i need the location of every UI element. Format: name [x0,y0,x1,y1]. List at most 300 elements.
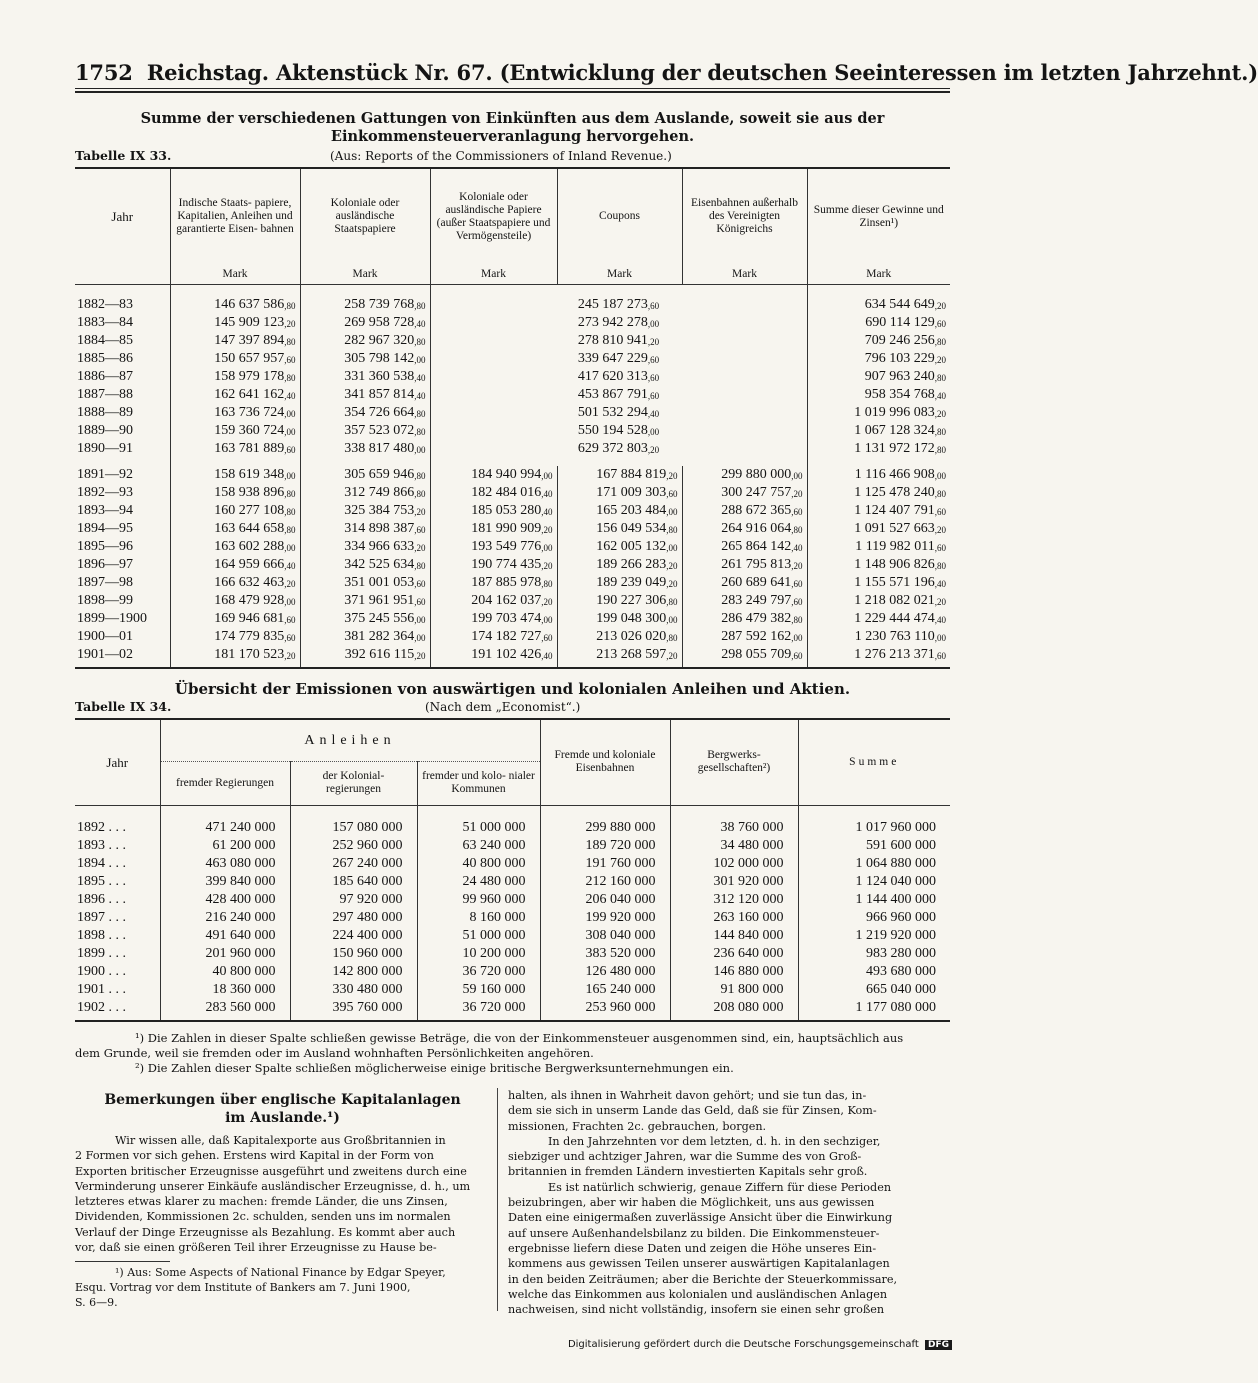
table34-title: Übersicht der Emissionen von auswärtigen und kolonialen Anleihen und Aktien. [174,680,851,698]
table33-header-c1: Indische Staats- papiere, Kapitalien, Anleihen und garantierte Eisen- bahnen [170,168,300,264]
table-cell: 1 064 880 000 [798,855,950,873]
cell-fraction: ,20 [284,579,296,589]
cell-fraction: ,80 [284,525,296,535]
table-cell [430,628,557,646]
table-cell [300,296,430,314]
table-cell [682,538,807,556]
table-cell [807,628,950,646]
table-row [75,646,950,664]
cell-value: 1 019 996 083 [854,405,935,420]
cell-fraction: ,60 [666,489,678,499]
table-cell: 1 017 960 000 [798,819,950,837]
table-row [75,422,950,440]
table-cell: 201 960 000 [160,945,290,963]
row-year: 1894—95 [77,521,133,536]
table34-header-a2: der Kolonial- regierungen [290,761,417,805]
table-row [75,538,950,556]
cell-value: 709 246 256 [864,333,935,348]
row-year: 1901 . . . [77,982,126,997]
row-year: 1900 . . . [77,964,126,979]
cell-value: 258 739 768 [344,297,415,312]
cell-value: 185 053 280 [471,503,542,518]
table-cell: 308 040 000 [540,927,670,945]
table-row [75,999,950,1017]
table-cell: 301 920 000 [670,873,798,891]
row-year: 1886—87 [77,369,133,384]
table-cell: 395 760 000 [290,999,417,1017]
cell-fraction: ,60 [647,301,660,311]
table-cell: 34 480 000 [670,837,798,855]
article-heading-line2: im Auslande.¹) [225,1110,340,1126]
table33-source: (Aus: Reports of the Commissioners of Inland Revenue.) [330,149,672,163]
cell-value: 181 990 909 [471,521,542,536]
cell-fraction: ,60 [414,579,426,589]
cell-value: 199 048 300 [596,611,667,626]
cell-fraction: ,80 [934,489,946,499]
table-cell: 144 840 000 [670,927,798,945]
table-cell: 224 400 000 [290,927,417,945]
article-heading-line1: Bemerkungen über englische Kapitalanlagen [104,1092,461,1108]
cell-value: 381 282 364 [344,629,415,644]
running-header [75,60,1258,85]
cell-fraction: ,80 [414,489,426,499]
article-line: missionen, Frachten 2c. gebrauchen, borgen. [508,1119,767,1133]
cell-value: 1 218 082 021 [854,593,935,608]
cell-value: 190 774 435 [471,557,542,572]
table-cell: 252 960 000 [290,837,417,855]
table-cell: 383 520 000 [540,945,670,963]
table33-title-line2: Einkommensteuerveranlagung hervorgehen. [330,128,695,145]
table-cell [170,466,300,484]
table-cell: 1 124 040 000 [798,873,950,891]
cell-value: 392 616 115 [344,647,415,662]
cell-value: 182 484 016 [471,485,542,500]
cell-value: 1 119 982 011 [855,539,935,554]
cell-fraction: ,00 [541,543,553,553]
table-cell [430,574,557,592]
table-cell [170,422,300,440]
table-cell: 312 120 000 [670,891,798,909]
cell-fraction: ,20 [666,471,678,481]
table-cell [807,314,950,332]
table-row [75,368,950,386]
table-cell: 966 960 000 [798,909,950,927]
cell-fraction: ,60 [414,525,426,535]
table34-header-a3: fremder und kolo- nialer Kommunen [417,761,540,805]
unit-label: Mark [557,264,682,284]
row-year: 1895 . . . [77,874,126,889]
article-line: Wir wissen alle, daß Kapitalexporte aus Großbritannien in [115,1134,446,1147]
table-cell: 208 080 000 [670,999,798,1017]
table-cell [170,646,300,664]
cell-value: 314 898 387 [344,521,415,536]
table-cell [170,350,300,368]
table-cell [300,332,430,350]
table-row [75,891,950,909]
table-cell [300,404,430,422]
table-cell [807,646,950,664]
table34-source: (Nach dem „Economist“.) [425,700,581,714]
row-year: 1899 . . . [77,946,126,961]
cell-fraction: ,20 [541,525,553,535]
cell-value: 1 276 213 371 [854,647,935,662]
table-cell [807,368,950,386]
cell-fraction: ,80 [666,525,678,535]
cell-value: 184 940 994 [471,467,542,482]
cell-value: 171 009 303 [596,485,667,500]
table-cell [300,574,430,592]
cell-fraction: ,40 [414,391,426,401]
table-cell [807,422,950,440]
cell-fraction: ,80 [284,337,296,347]
cell-value: 162 005 132 [596,539,667,554]
cell-fraction: ,40 [934,391,946,401]
table-cell [557,646,682,664]
table-cell [682,466,807,484]
table-cell [170,538,300,556]
cell-fraction: ,40 [284,391,296,401]
cell-value: 269 958 728 [344,315,415,330]
unit-label: Mark [170,264,300,284]
cell-value: 339 647 229 [577,351,648,366]
article-heading [75,1091,490,1127]
cell-fraction: ,80 [934,373,946,383]
dfg-logo: DFG [925,1340,952,1350]
article-line: in den beiden Zeiträumen; aber die Berichte der Steuerkommissare, [508,1272,898,1286]
table-cell [807,404,950,422]
cell-fraction: ,80 [414,561,426,571]
cell-fraction: ,20 [791,561,803,571]
table33-header-c3: Koloniale oder ausländische Papiere (außer Staatspapiere und Vermögensteile) [430,168,557,264]
article-left-text [75,1133,490,1255]
table-cell [807,350,950,368]
cell-fraction: ,40 [541,489,553,499]
table-cell [807,502,950,520]
table-row [75,855,950,873]
cell-value: 187 885 978 [471,575,542,590]
table-cell [170,502,300,520]
cell-fraction: ,00 [414,633,426,643]
cell-value: 338 817 480 [344,441,415,456]
article-line: Exporten britischer Erzeugnisse ausgeführt und zweitens durch eine [75,1164,467,1178]
table-cell [430,556,557,574]
table-cell [170,610,300,628]
table-cell [807,592,950,610]
cell-value: 164 959 666 [214,557,285,572]
table34-header-c4: Fremde und koloniale Eisenbahnen [540,719,670,805]
cell-fraction: ,00 [284,409,296,419]
cell-fraction: ,40 [414,373,426,383]
cell-value: 305 659 946 [344,467,415,482]
cell-value: 278 810 941 [577,333,648,348]
table-cell [300,484,430,502]
cell-fraction: ,60 [934,651,946,661]
table-row [75,873,950,891]
cell-value: 204 162 037 [471,593,542,608]
cell-value: 169 946 681 [214,611,285,626]
cell-value: 167 884 819 [596,467,667,482]
table-cell: 91 800 000 [670,981,798,999]
table-cell: 38 760 000 [670,819,798,837]
cell-fraction: ,80 [414,471,426,481]
cell-fraction: ,20 [414,507,426,517]
table-cell [807,556,950,574]
cell-fraction: ,20 [541,597,553,607]
table-cell [430,440,807,458]
table-cell: 10 200 000 [417,945,540,963]
row-year: 1892—93 [77,485,133,500]
row-year: 1885—86 [77,351,133,366]
unit-label: Mark [682,264,807,284]
table-cell [557,538,682,556]
row-year: 1898—99 [77,593,133,608]
cell-fraction: ,80 [791,615,803,625]
row-year: 1883—84 [77,315,133,330]
table-row [75,556,950,574]
table-cell [170,404,300,422]
table-cell: 263 160 000 [670,909,798,927]
row-year: 1901—02 [77,647,133,662]
table-row [75,592,950,610]
cell-value: 158 619 348 [214,467,285,482]
cell-fraction: ,00 [647,319,660,329]
cell-fraction: ,20 [666,579,678,589]
table33-header-c2: Koloniale oder ausländische Staatspapiere [300,168,430,264]
cell-value: 312 749 866 [344,485,415,500]
cell-fraction: ,00 [541,471,553,481]
cell-value: 334 966 633 [344,539,415,554]
table-row [75,350,950,368]
table-cell: 185 640 000 [290,873,417,891]
cell-value: 265 864 142 [721,539,792,554]
cell-fraction: ,80 [414,409,426,419]
table-cell: 428 400 000 [160,891,290,909]
cell-value: 158 938 896 [214,485,285,500]
cell-value: 331 360 538 [344,369,415,384]
table-row [75,296,950,314]
table-row [75,819,950,837]
article-line: Dividenden, Kommissionen 2c. schulden, senden uns im normalen [75,1210,451,1224]
table-cell [682,610,807,628]
cell-value: 213 268 597 [596,647,667,662]
cell-fraction: ,20 [934,355,946,365]
cell-value: 342 525 634 [344,557,415,572]
table-cell [430,646,557,664]
cell-value: 299 880 000 [721,467,792,482]
row-year: 1897 . . . [77,910,126,925]
table-cell: 102 000 000 [670,855,798,873]
cell-value: 163 781 889 [214,441,285,456]
table-cell: 18 360 000 [160,981,290,999]
cell-fraction: ,80 [541,579,553,589]
row-year: 1888—89 [77,405,133,420]
cell-value: 189 239 049 [596,575,667,590]
cell-fraction: ,40 [284,561,296,571]
cell-value: 191 102 426 [471,647,542,662]
cell-fraction: ,40 [791,543,803,553]
cell-value: 634 544 649 [864,297,935,312]
cell-fraction: ,60 [647,391,660,401]
cell-fraction: ,60 [284,445,296,455]
cell-value: 501 532 294 [577,405,648,420]
column-divider [497,1088,498,1311]
cell-fraction: ,20 [647,337,660,347]
table-row [75,520,950,538]
row-year: 1895—96 [77,539,133,554]
article-line: Verminderung unserer Einkäufe ausländischer Erzeugnisse, d. h., um [75,1179,471,1193]
table-cell: 1 144 400 000 [798,891,950,909]
footnote-1-line2: dem Grunde, weil sie fremden oder im Ausland wohnhaften Persönlichkeiten angehören. [75,1046,594,1060]
table-row [75,945,950,963]
cell-value: 160 277 108 [214,503,285,518]
row-year: 1882—83 [77,297,133,312]
cell-fraction: ,80 [414,301,426,311]
table-cell [557,574,682,592]
table-cell [557,610,682,628]
cell-value: 158 979 178 [214,369,285,384]
cell-fraction: ,20 [284,319,296,329]
table-cell [807,296,950,314]
table-cell [170,592,300,610]
row-year: 1898 . . . [77,928,126,943]
cell-fraction: ,00 [414,445,426,455]
table-cell [682,646,807,664]
article-line: welche das Einkommen aus kolonialen und ausländischen Anlagen [508,1287,888,1301]
cell-value: 371 961 951 [344,593,415,608]
table-cell [300,466,430,484]
cell-value: 351 001 053 [344,575,415,590]
row-year: 1892 . . . [77,820,126,835]
cell-fraction: ,80 [934,427,946,437]
cell-fraction: ,00 [284,543,296,553]
article-right-column [508,1088,950,1317]
cell-value: 1 155 571 196 [854,575,935,590]
cell-fraction: ,00 [666,543,678,553]
table-cell [170,628,300,646]
cell-value: 163 644 658 [214,521,285,536]
cell-value: 796 103 229 [864,351,935,366]
table-cell [557,556,682,574]
cell-fraction: ,60 [414,597,426,607]
cell-value: 907 963 240 [864,369,935,384]
cell-value: 298 055 709 [721,647,792,662]
cell-fraction: ,80 [284,489,296,499]
cell-fraction: ,60 [934,507,946,517]
cell-value: 165 203 484 [596,503,667,518]
cell-fraction: ,20 [791,489,803,499]
row-year: 1902 . . . [77,1000,126,1015]
table-cell [170,484,300,502]
cell-value: 162 641 162 [214,387,285,402]
table-cell: 24 480 000 [417,873,540,891]
cell-value: 629 372 803 [577,441,648,456]
table-cell [300,628,430,646]
table-cell: 983 280 000 [798,945,950,963]
cell-fraction: ,00 [666,615,678,625]
cell-value: 159 360 724 [214,423,285,438]
article-footnote-line2: Esqu. Vortrag vor dem Institute of Bankers am 7. Juni 1900, [75,1281,411,1295]
table-cell [682,628,807,646]
table-cell [300,538,430,556]
table33-header-c6: Summe dieser Gewinne und Zinsen¹) [807,168,950,264]
cell-fraction: ,20 [414,651,426,661]
cell-value: 325 384 753 [344,503,415,518]
cell-fraction: ,60 [284,355,296,365]
table-cell [430,520,557,538]
table33-header-jahr: Jahr [111,209,134,224]
table33 [75,167,950,669]
table33-title [75,110,950,146]
table-cell: 591 600 000 [798,837,950,855]
cell-fraction: ,40 [934,615,946,625]
cell-value: 357 523 072 [344,423,415,438]
cell-value: 193 549 776 [471,539,542,554]
table-cell [430,610,557,628]
table-cell [170,520,300,538]
table-cell [430,368,807,386]
cell-value: 147 397 894 [214,333,285,348]
cell-value: 1 067 128 324 [854,423,935,438]
table-cell: 150 960 000 [290,945,417,963]
table-cell [682,484,807,502]
table-cell [807,440,950,458]
cell-fraction: ,00 [284,597,296,607]
cell-fraction: ,00 [284,427,296,437]
table-row [75,404,950,422]
cell-value: 261 795 813 [721,557,792,572]
footnote-2: ²) Die Zahlen dieser Spalte schließen möglicherweise einige britische Bergwerksunternehmungen ein. [135,1061,734,1075]
cell-fraction: ,80 [934,561,946,571]
cell-fraction: ,80 [284,373,296,383]
table-cell: 97 920 000 [290,891,417,909]
table-cell [807,484,950,502]
cell-value: 1 091 527 663 [854,521,935,536]
table-cell [557,628,682,646]
article-line: siebziger und achtziger Jahren, war die Summe des von Groß- [508,1150,862,1164]
cell-value: 150 657 957 [214,351,285,366]
table-cell [807,386,950,404]
table-cell [682,502,807,520]
cell-value: 282 967 320 [344,333,415,348]
table-cell: 236 640 000 [670,945,798,963]
table-cell: 51 000 000 [417,819,540,837]
cell-fraction: ,60 [647,355,660,365]
cell-value: 174 182 727 [471,629,542,644]
table-cell [170,296,300,314]
table-cell [170,386,300,404]
row-year: 1893—94 [77,503,133,518]
cell-fraction: ,20 [934,301,946,311]
table-cell [807,610,950,628]
row-year: 1889—90 [77,423,133,438]
cell-value: 288 672 365 [721,503,792,518]
table-cell [430,386,807,404]
table-cell: 665 040 000 [798,981,950,999]
cell-fraction: ,60 [934,319,946,329]
cell-value: 146 637 586 [214,297,285,312]
table-cell: 1 219 920 000 [798,927,950,945]
table-cell: 206 040 000 [540,891,670,909]
table-cell [300,520,430,538]
table-cell [300,314,430,332]
article-line: ergebnisse liefern diese Daten und zeigen die Höhe unseres Ein- [508,1241,877,1255]
table34-header-a1: fremder Regierungen [160,761,290,805]
cell-fraction: ,00 [934,471,946,481]
article-line: dem sie sich in unserm Lande das Geld, daß sie für Zinsen, Kom- [508,1104,877,1118]
table-cell [300,368,430,386]
row-year: 1896—97 [77,557,133,572]
article-line: Es ist natürlich schwierig, genaue Ziffern für diese Perioden [548,1180,892,1194]
